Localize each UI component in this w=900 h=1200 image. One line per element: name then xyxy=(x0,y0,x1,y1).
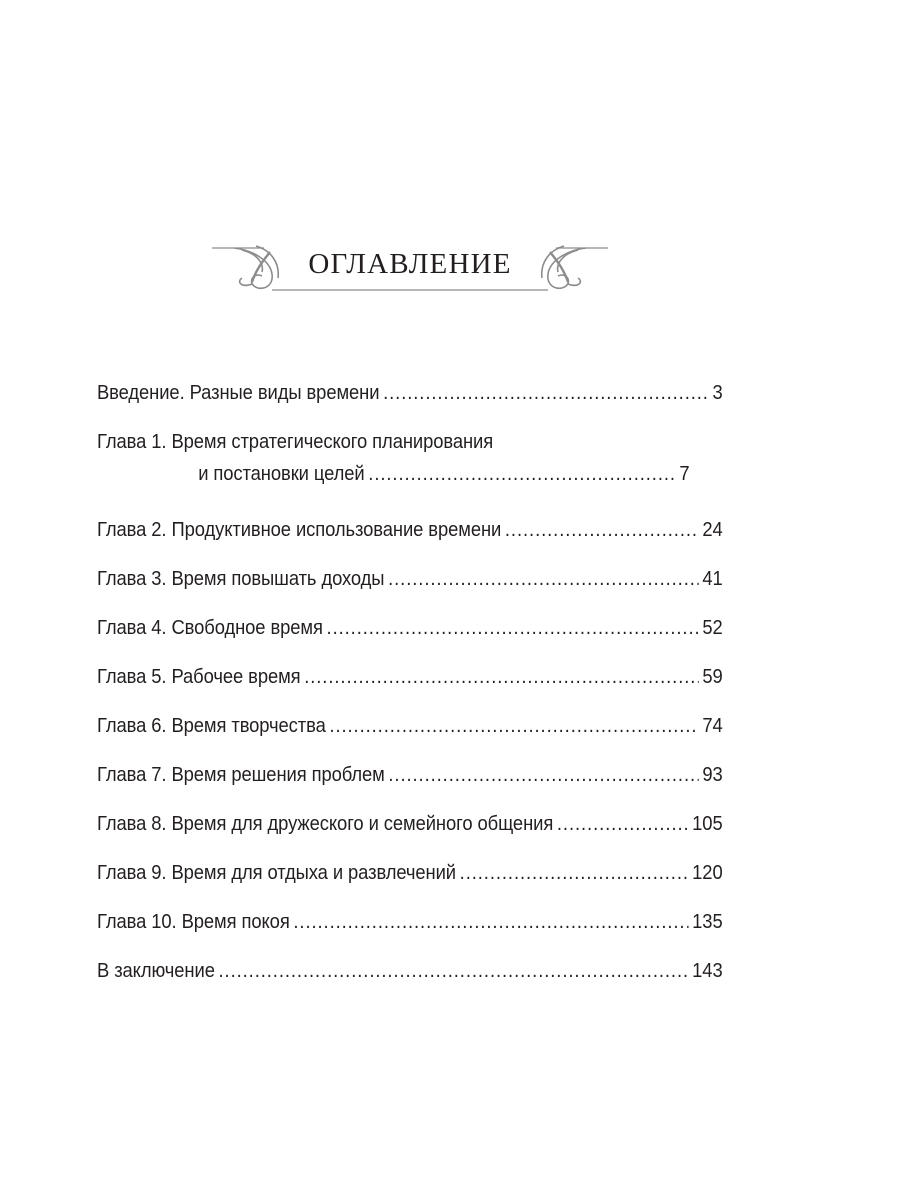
toc-leader-dots xyxy=(460,857,689,889)
toc-entry-label: Глава 9. Время для отдыха и развлечений xyxy=(97,862,456,884)
toc-entry-label: Глава 3. Время повышать доходы xyxy=(97,568,385,590)
toc-leader-dots xyxy=(327,612,699,644)
toc-leader-dots xyxy=(304,661,698,693)
toc-entry-label: Введение. Разные виды времени xyxy=(97,382,380,404)
toc-entry-label: Глава 7. Время решения проблем xyxy=(97,764,385,786)
toc-entry-chapter-9 xyxy=(97,857,723,906)
toc-entry-chapter-7 xyxy=(97,759,723,808)
toc-entry-label: В заключение xyxy=(97,960,215,982)
toc-entry-chapter-3 xyxy=(97,563,723,612)
toc-entry-introduction xyxy=(97,377,723,426)
contents-heading xyxy=(212,238,608,296)
toc-page-number: 93 xyxy=(702,764,723,786)
toc-leader-dots xyxy=(557,808,689,840)
toc-page-number: 74 xyxy=(702,715,723,737)
toc-page-number: 52 xyxy=(702,617,723,639)
toc-page-number: 120 xyxy=(692,862,723,884)
toc-page-number: 59 xyxy=(702,666,723,688)
toc-leader-dots xyxy=(505,514,699,546)
toc-page-number: 3 xyxy=(712,382,723,404)
toc-leader-dots xyxy=(368,458,675,490)
toc-entry-chapter-10 xyxy=(97,906,723,955)
toc-entry-chapter-4 xyxy=(97,612,723,661)
toc-entry-label: Глава 5. Рабочее время xyxy=(97,666,301,688)
toc-leader-dots xyxy=(293,906,688,938)
toc-page-number: 135 xyxy=(692,911,723,933)
table-of-contents xyxy=(97,377,723,1004)
toc-page-number: 7 xyxy=(679,463,690,485)
toc-entry-chapter-5 xyxy=(97,661,723,710)
toc-entry-label: Глава 6. Время творчества xyxy=(97,715,326,737)
toc-leader-dots xyxy=(383,377,709,409)
toc-page-number: 24 xyxy=(702,519,723,541)
toc-entry-chapter-1 xyxy=(97,426,723,514)
toc-page-number: 41 xyxy=(702,568,723,590)
toc-entry-label-continued: и постановки целей xyxy=(198,463,365,485)
toc-page-number: 143 xyxy=(692,960,723,982)
toc-entry-label: Глава 2. Продуктивное использование времени xyxy=(97,519,502,541)
toc-entry-label: Глава 4. Свободное время xyxy=(97,617,323,639)
toc-leader-dots xyxy=(388,759,698,791)
toc-entry-label: Глава 8. Время для дружеского и семейного общения xyxy=(97,813,554,835)
toc-entry-label: Глава 1. Время стратегического планирования xyxy=(97,431,494,453)
toc-entry-chapter-8 xyxy=(97,808,723,857)
toc-entry-label: Глава 10. Время покоя xyxy=(97,911,290,933)
toc-entry-chapter-2 xyxy=(97,514,723,563)
toc-entry-chapter-6 xyxy=(97,710,723,759)
toc-page-number: 105 xyxy=(692,813,723,835)
toc-entry-conclusion xyxy=(97,955,723,1004)
toc-leader-dots xyxy=(388,563,699,595)
toc-leader-dots xyxy=(329,710,698,742)
toc-leader-dots xyxy=(219,955,689,987)
page-title: ОГЛАВЛЕНИЕ xyxy=(308,248,512,280)
